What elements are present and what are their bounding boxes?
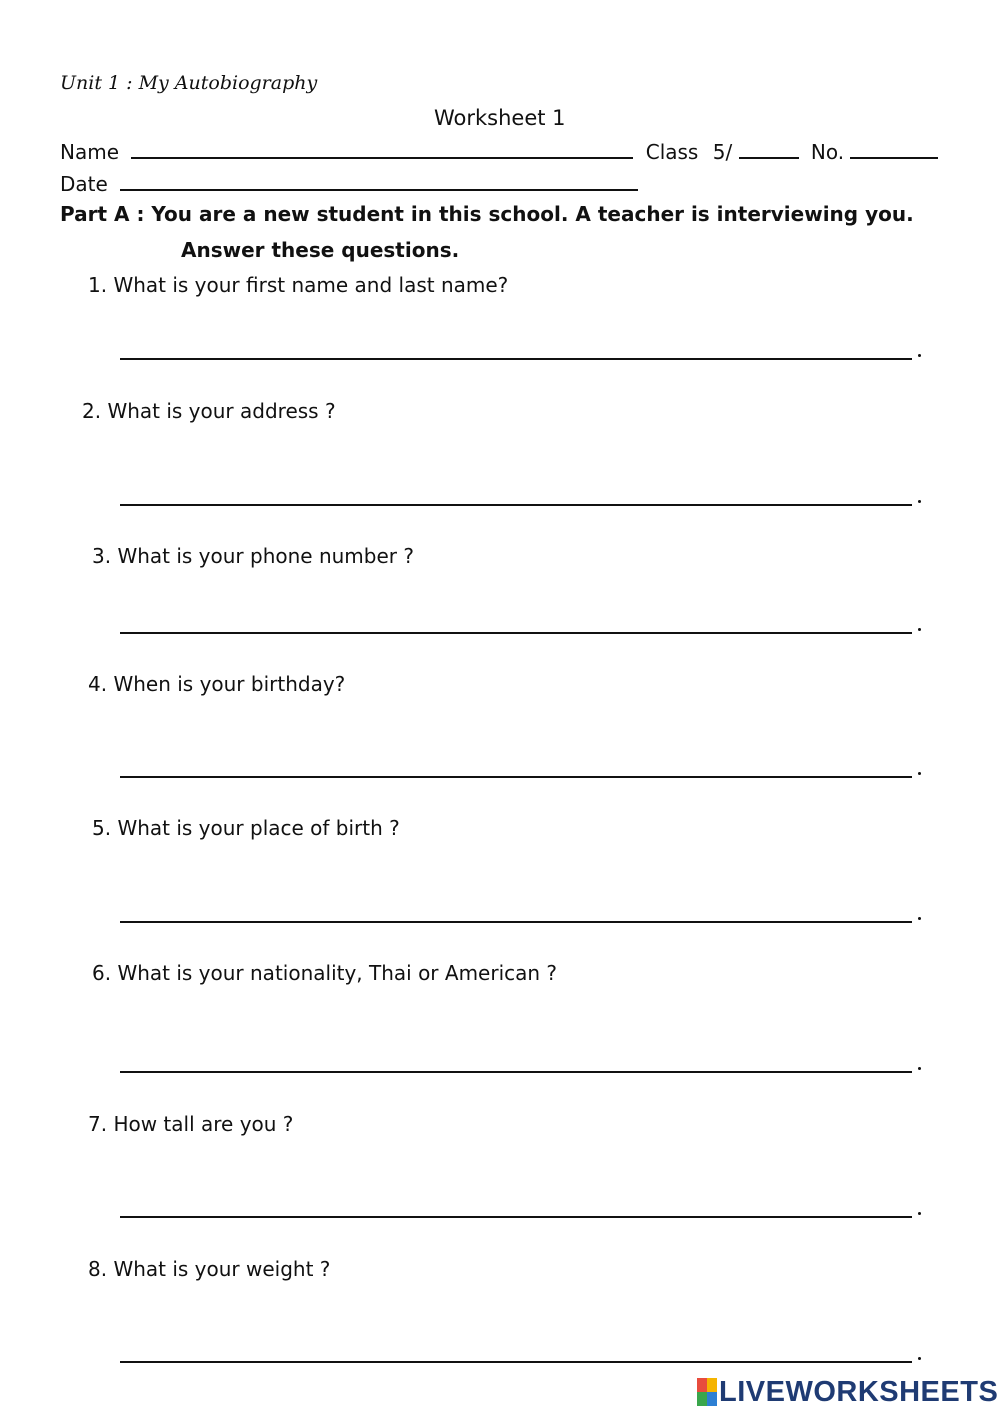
answer-line-8[interactable] <box>120 1361 912 1363</box>
question-1: 1. What is your first name and last name? <box>88 273 509 297</box>
line-end-dot <box>918 1357 921 1360</box>
answer-line-5[interactable] <box>120 921 912 923</box>
date-field[interactable] <box>120 171 638 191</box>
name-field[interactable] <box>131 139 633 159</box>
line-end-dot <box>918 500 921 503</box>
question-2: 2. What is your address ? <box>82 399 336 423</box>
instruction-text: : You are a new student in this school. A teacher is interviewing you. <box>136 202 914 226</box>
line-end-dot <box>918 1067 921 1070</box>
answer-line-4[interactable] <box>120 776 912 778</box>
liveworksheets-logo[interactable] <box>697 1375 998 1409</box>
line-end-dot <box>918 1212 921 1215</box>
question-5: 5. What is your place of birth ? <box>92 816 400 840</box>
question-7: 7. How tall are you ? <box>88 1112 294 1136</box>
answer-line-2[interactable] <box>120 504 912 506</box>
answer-line-3[interactable] <box>120 632 912 634</box>
student-info-row <box>60 139 938 164</box>
class-field[interactable] <box>739 139 799 159</box>
brand-name: LIVEWORKSHEETS <box>719 1375 999 1408</box>
date-label: Date <box>60 172 108 196</box>
date-row <box>60 171 638 196</box>
class-value: 5/ <box>712 140 733 164</box>
question-8: 8. What is your weight ? <box>88 1257 331 1281</box>
question-4: 4. When is your birthday? <box>88 672 346 696</box>
worksheet-title: Worksheet 1 <box>434 106 566 130</box>
answer-line-7[interactable] <box>120 1216 912 1218</box>
question-3: 3. What is your phone number ? <box>92 544 414 568</box>
unit-title: Unit 1 : My Autobiography <box>60 72 318 94</box>
line-end-dot <box>918 628 921 631</box>
name-label: Name <box>60 140 120 164</box>
part-a-instructions <box>60 202 914 226</box>
question-6: 6. What is your nationality, Thai or American ? <box>92 961 558 985</box>
answer-line-6[interactable] <box>120 1071 912 1073</box>
no-label: No. <box>810 140 845 164</box>
line-end-dot <box>918 917 921 920</box>
number-field[interactable] <box>850 139 938 159</box>
logo-square-blue <box>707 1392 717 1406</box>
line-end-dot <box>918 354 921 357</box>
answer-line-1[interactable] <box>120 358 912 360</box>
line-end-dot <box>918 772 921 775</box>
instruction-text-2: Answer these questions. <box>181 238 460 262</box>
class-label: Class <box>645 140 699 164</box>
logo-square-red <box>697 1378 707 1392</box>
logo-square-yellow <box>707 1378 717 1392</box>
liveworksheets-icon <box>697 1378 717 1406</box>
part-label: Part A <box>60 202 130 226</box>
logo-square-green <box>697 1392 707 1406</box>
